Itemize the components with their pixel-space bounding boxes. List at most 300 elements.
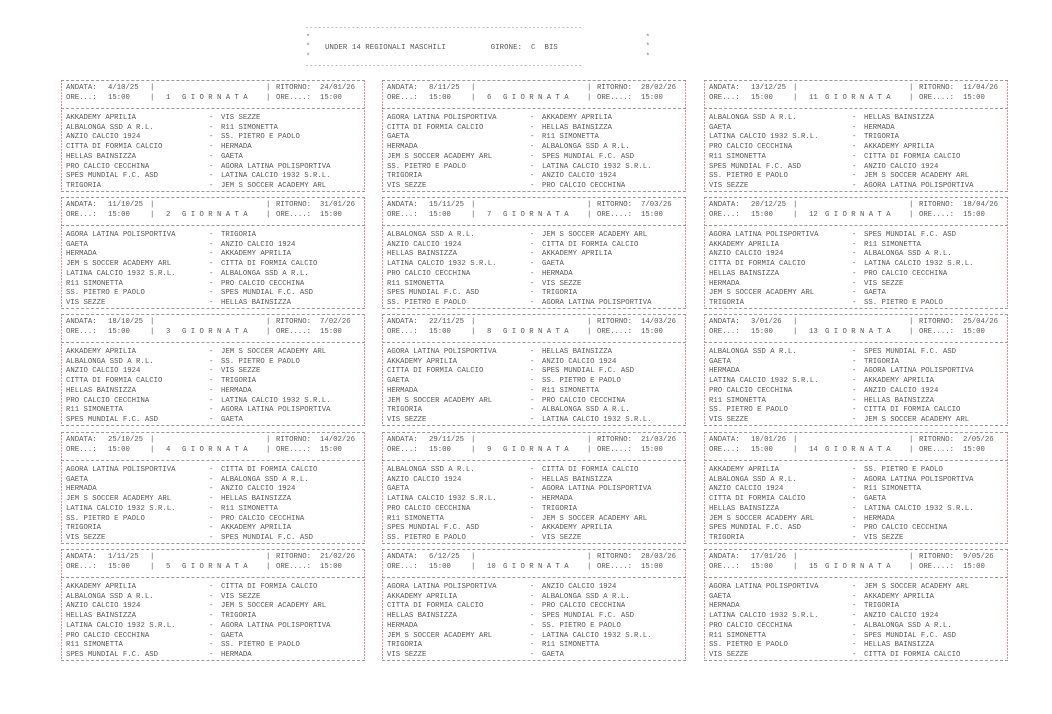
home-team: LATINA CALCIO 1932 S.R.L. (387, 495, 497, 504)
block-right-border (364, 197, 365, 309)
match-row (387, 533, 682, 543)
home-team: ALBALONGA SSD A R.L. (66, 592, 154, 601)
home-team: GAETA (66, 475, 88, 484)
ritorno-label: RITORNO: (919, 553, 955, 561)
home-team: ANZIO CALCIO 1924 (387, 475, 462, 484)
home-team: AGORA LATINA POLISPORTIVA (709, 583, 819, 591)
match-row (709, 504, 1004, 514)
match-row (387, 132, 682, 142)
home-team: SPES MUNDIAL F.C. ASD (66, 650, 158, 659)
away-team: HERMADA (221, 143, 252, 152)
giornata-block (704, 314, 1008, 426)
match-dash: - (530, 123, 535, 132)
match-dash: - (852, 524, 857, 533)
separator-pipe: | (150, 446, 155, 454)
giornata-label: G I O R N A T A (182, 328, 248, 336)
home-team: CITTA DI FORMIA CALCIO (387, 123, 484, 132)
match-dash: - (209, 348, 214, 356)
away-team: VIS SEZZE (864, 279, 904, 288)
match-dash: - (530, 250, 535, 259)
away-team: HERMADA (864, 514, 895, 523)
block-right-border (1007, 549, 1008, 661)
block-left-border (382, 432, 383, 544)
block-top-rule (61, 80, 365, 81)
match-row (66, 415, 361, 425)
separator-pipe: | (471, 563, 476, 571)
ritorno-date: 14/03/26 (641, 318, 677, 326)
separator-pipe: | (150, 328, 155, 336)
match-dash: - (530, 524, 535, 533)
andata-date: 4/10/25 (108, 84, 139, 92)
block-bottom-rule (61, 660, 365, 661)
match-row (709, 240, 1004, 250)
match-row (387, 113, 682, 123)
giornata-label: G I O R N A T A (503, 563, 569, 571)
block-left-border (382, 197, 383, 309)
separator-pipe: | (150, 553, 155, 561)
match-row (66, 152, 361, 162)
home-team: SPES MUNDIAL F.C. ASD (66, 415, 158, 424)
away-team: CITTA DI FORMIA CALCIO (864, 406, 961, 415)
match-row (66, 640, 361, 650)
home-team: AKKADEMY APRILIA (387, 357, 458, 366)
andata-label: ANDATA: (66, 318, 97, 326)
match-row (387, 396, 682, 406)
match-row (66, 494, 361, 504)
home-team: VIS SEZZE (66, 533, 106, 542)
match-dash: - (209, 466, 214, 474)
home-team: CITTA DI FORMIA CALCIO (66, 377, 163, 386)
away-team: R11 SIMONETTA (864, 240, 921, 249)
separator-pipe: | (266, 84, 271, 92)
block-bottom-rule (61, 191, 365, 192)
away-team: VIS SEZZE (221, 367, 261, 376)
match-row (66, 465, 361, 475)
away-team: JEM S SOCCER ACADEMY ARL (864, 415, 970, 424)
match-row (387, 288, 682, 298)
match-dash: - (530, 172, 535, 181)
ore-andata: 15:00 (429, 211, 451, 219)
match-dash: - (852, 650, 857, 659)
giornata-number: 7 (487, 211, 492, 219)
ore-andata: 15:00 (108, 563, 130, 571)
andata-label: ANDATA: (66, 84, 97, 92)
ritorno-label: RITORNO: (597, 436, 633, 444)
home-team: SS. PIETRO E PAOLO (709, 172, 788, 181)
block-left-border (704, 80, 705, 192)
match-dash: - (209, 386, 214, 395)
giornata-times-row (709, 562, 1004, 572)
home-team: VIS SEZZE (709, 415, 749, 424)
home-team: HERMADA (709, 602, 740, 611)
ritorno-date: 7/02/26 (320, 318, 351, 326)
block-top-rule (704, 549, 1008, 550)
match-dash: - (209, 514, 214, 523)
separator-pipe: | (471, 201, 476, 209)
match-dash: - (852, 415, 857, 424)
match-row (709, 533, 1004, 543)
away-team: ANZIO CALCIO 1924 (864, 386, 939, 395)
block-right-border (364, 80, 365, 192)
giornata-label: G I O R N A T A (503, 328, 569, 336)
away-team: GAETA (221, 415, 243, 424)
away-team: LATINA CALCIO 1932 S.R.L. (864, 504, 974, 513)
giornata-label: G I O R N A T A (503, 211, 569, 219)
block-bottom-rule (704, 425, 1008, 426)
away-team: JEM S SOCCER ACADEMY ARL (864, 172, 970, 181)
header-star: * (306, 43, 311, 51)
match-dash: - (209, 298, 214, 307)
giornata-label: G I O R N A T A (825, 563, 891, 571)
home-team: ALBALONGA SSD A R.L. (66, 123, 154, 132)
match-dash: - (209, 396, 214, 405)
match-dash: - (530, 143, 535, 152)
home-team: HERMADA (709, 367, 740, 376)
block-right-border (1007, 197, 1008, 309)
ore-andata: 15:00 (751, 328, 773, 336)
giornata-dates-row (66, 317, 361, 327)
giornata-dates-row (387, 83, 682, 93)
ore-ritorno: 15:00 (641, 328, 663, 336)
giornata-number: 1 (166, 94, 171, 102)
match-dash: - (209, 602, 214, 611)
match-dash: - (530, 279, 535, 288)
block-mid-rule (382, 342, 686, 343)
match-row (709, 582, 1004, 592)
match-dash: - (209, 231, 214, 239)
away-team: VIS SEZZE (542, 533, 582, 542)
home-team: SS. PIETRO E PAOLO (709, 641, 788, 650)
match-row (387, 162, 682, 172)
giornata-label: G I O R N A T A (182, 563, 248, 571)
away-team: PRO CALCIO CECCHINA (542, 396, 626, 405)
match-row (387, 611, 682, 621)
match-row (66, 631, 361, 641)
match-dash: - (209, 475, 214, 484)
match-row (66, 347, 361, 357)
home-team: ANZIO CALCIO 1924 (66, 367, 141, 376)
separator-pipe: | (793, 553, 798, 561)
block-top-rule (704, 432, 1008, 433)
separator-pipe: | (471, 94, 476, 102)
away-team: SPES MUNDIAL F.C. ASD (542, 612, 634, 621)
home-team: CITTA DI FORMIA CALCIO (66, 143, 163, 152)
giornata-number: 9 (487, 446, 492, 454)
separator-pipe: | (587, 94, 592, 102)
header-star: * (306, 34, 311, 42)
match-dash: - (530, 396, 535, 405)
away-team: SS. PIETRO E PAOLO (542, 377, 621, 386)
away-team: AGORA LATINA POLISPORTIVA (221, 162, 331, 171)
match-row (709, 514, 1004, 524)
giornata-times-row (709, 93, 1004, 103)
match-dash: - (209, 406, 214, 415)
separator-pipe: | (587, 436, 592, 444)
match-dash: - (530, 514, 535, 523)
match-dash: - (852, 621, 857, 630)
away-team: JEM S SOCCER ACADEMY ARL (221, 181, 327, 190)
away-team: AKKADEMY APRILIA (221, 524, 292, 533)
andata-label: ANDATA: (709, 553, 740, 561)
giornata-dates-row (66, 83, 361, 93)
block-left-border (61, 432, 62, 544)
away-team: TRIGORIA (221, 612, 257, 621)
ore-label: ORE...: (387, 328, 418, 336)
separator-pipe: | (266, 563, 271, 571)
home-team: SS. PIETRO E PAOLO (387, 533, 466, 542)
ritorno-label: RITORNO: (276, 318, 312, 326)
away-team: HERMADA (221, 650, 252, 659)
match-row (387, 592, 682, 602)
ore-andata: 15:00 (108, 211, 130, 219)
ore-label: ORE....: (919, 446, 955, 454)
away-team: SPES MUNDIAL F.C. ASD (221, 533, 313, 542)
away-team: R11 SIMONETTA (542, 386, 599, 395)
home-team: CITTA DI FORMIA CALCIO (709, 495, 806, 504)
giornata-times-row (709, 210, 1004, 220)
home-team: AGORA LATINA POLISPORTIVA (387, 583, 497, 591)
match-dash: - (852, 466, 857, 474)
match-row (387, 494, 682, 504)
match-dash: - (209, 123, 214, 132)
match-dash: - (852, 279, 857, 288)
separator-pipe: | (587, 328, 592, 336)
ritorno-label: RITORNO: (597, 553, 633, 561)
block-left-border (61, 314, 62, 426)
match-row (709, 142, 1004, 152)
andata-date: 15/11/25 (429, 201, 465, 209)
home-team: VIS SEZZE (387, 415, 427, 424)
block-left-border (704, 549, 705, 661)
giornata-dates-row (387, 317, 682, 327)
ore-label: ORE....: (597, 446, 633, 454)
match-dash: - (852, 406, 857, 415)
block-right-border (364, 432, 365, 544)
giornata-label: G I O R N A T A (503, 94, 569, 102)
block-bottom-rule (704, 660, 1008, 661)
home-team: PRO CALCIO CECCHINA (387, 269, 471, 278)
match-dash: - (852, 181, 857, 190)
ore-label: ORE....: (276, 328, 312, 336)
match-dash: - (530, 533, 535, 542)
match-dash: - (852, 602, 857, 611)
home-team: SS. PIETRO E PAOLO (66, 289, 145, 298)
block-left-border (61, 549, 62, 661)
home-team: R11 SIMONETTA (709, 396, 766, 405)
separator-pipe: | (266, 211, 271, 219)
match-dash: - (852, 377, 857, 386)
ore-ritorno: 15:00 (641, 563, 663, 571)
ritorno-date: 31/01/26 (320, 201, 356, 209)
match-dash: - (530, 495, 535, 504)
andata-date: 18/10/25 (108, 318, 144, 326)
match-dash: - (209, 504, 214, 513)
ore-andata: 15:00 (751, 563, 773, 571)
home-team: AGORA LATINA POLISPORTIVA (709, 231, 819, 239)
match-row (66, 357, 361, 367)
ore-ritorno: 15:00 (963, 563, 985, 571)
match-row (66, 650, 361, 660)
ore-label: ORE....: (597, 563, 633, 571)
match-dash: - (530, 260, 535, 269)
match-dash: - (852, 485, 857, 494)
match-row (387, 582, 682, 592)
home-team: HERMADA (66, 485, 97, 494)
ritorno-label: RITORNO: (597, 84, 633, 92)
match-row (387, 230, 682, 240)
home-team: AKKADEMY APRILIA (66, 114, 137, 122)
away-team: LATINA CALCIO 1932 S.R.L. (221, 172, 331, 181)
away-team: LATINA CALCIO 1932 S.R.L. (864, 260, 974, 269)
match-row (387, 240, 682, 250)
ritorno-label: RITORNO: (276, 84, 312, 92)
match-dash: - (530, 114, 535, 122)
ore-label: ORE...: (387, 446, 418, 454)
match-row (709, 376, 1004, 386)
block-top-rule (382, 314, 686, 315)
block-bottom-rule (61, 425, 365, 426)
andata-date: 29/11/25 (429, 436, 465, 444)
match-row (66, 298, 361, 308)
away-team: ALBALONGA SSD A R.L. (221, 475, 309, 484)
match-row (387, 249, 682, 259)
match-dash: - (530, 152, 535, 161)
ore-label: ORE....: (276, 446, 312, 454)
home-team: HELLAS BAINSIZZA (709, 504, 780, 513)
ore-label: ORE....: (276, 563, 312, 571)
match-dash: - (209, 181, 214, 190)
home-team: ANZIO CALCIO 1924 (709, 250, 784, 259)
match-dash: - (530, 231, 535, 239)
match-dash: - (530, 240, 535, 249)
ore-label: ORE...: (709, 211, 740, 219)
away-team: PRO CALCIO CECCHINA (864, 269, 948, 278)
home-team: PRO CALCIO CECCHINA (66, 396, 150, 405)
ritorno-label: RITORNO: (919, 201, 955, 209)
home-team: ALBALONGA SSD A R.L. (387, 466, 475, 474)
giornata-number: 12 (809, 211, 818, 219)
andata-label: ANDATA: (387, 201, 418, 209)
giornata-block (382, 432, 686, 544)
ore-ritorno: 15:00 (641, 211, 663, 219)
match-dash: - (209, 152, 214, 161)
block-bottom-rule (704, 543, 1008, 544)
separator-pipe: | (793, 563, 798, 571)
away-team: LATINA CALCIO 1932 S.R.L. (542, 415, 652, 424)
separator-pipe: | (909, 201, 914, 209)
block-top-rule (704, 314, 1008, 315)
match-dash: - (209, 114, 214, 122)
home-team: PRO CALCIO CECCHINA (709, 386, 793, 395)
block-right-border (685, 432, 686, 544)
giornata-times-row (66, 562, 361, 572)
giornata-number: 4 (166, 446, 171, 454)
away-team: SPES MUNDIAL F.C. ASD (221, 289, 313, 298)
away-team: AGORA LATINA POLISPORTIVA (864, 475, 974, 484)
ore-label: ORE...: (387, 94, 418, 102)
giornata-times-row (387, 562, 682, 572)
away-team: CITTA DI FORMIA CALCIO (864, 650, 961, 659)
away-team: GAETA (542, 260, 564, 269)
match-dash: - (209, 377, 214, 386)
match-row (387, 484, 682, 494)
header-stars-top: ****************************************************************** (305, 27, 583, 33)
giornata-block (382, 314, 686, 426)
block-bottom-rule (61, 543, 365, 544)
separator-pipe: | (587, 446, 592, 454)
match-row (387, 279, 682, 289)
match-row (709, 611, 1004, 621)
block-bottom-rule (382, 543, 686, 544)
home-team: TRIGORIA (66, 524, 102, 533)
block-right-border (1007, 80, 1008, 192)
block-top-rule (61, 314, 365, 315)
away-team: R11 SIMONETTA (221, 123, 278, 132)
away-team: HELLAS BAINSIZZA (542, 475, 613, 484)
separator-pipe: | (150, 563, 155, 571)
match-dash: - (209, 250, 214, 259)
match-row (66, 582, 361, 592)
match-dash: - (530, 367, 535, 376)
home-team: GAETA (709, 123, 731, 132)
header-star: * (645, 34, 650, 42)
match-row (709, 592, 1004, 602)
andata-date: 13/12/25 (751, 84, 787, 92)
home-team: JEM S SOCCER ACADEMY ARL (387, 152, 493, 161)
block-left-border (704, 197, 705, 309)
home-team: VIS SEZZE (387, 181, 427, 190)
away-team: SS. PIETRO E PAOLO (542, 621, 621, 630)
home-team: TRIGORIA (66, 181, 102, 190)
home-team: PRO CALCIO CECCHINA (66, 631, 150, 640)
away-team: AGORA LATINA POLISPORTIVA (542, 298, 652, 307)
ore-label: ORE...: (709, 446, 740, 454)
away-team: PRO CALCIO CECCHINA (542, 181, 626, 190)
match-dash: - (530, 631, 535, 640)
match-row (709, 288, 1004, 298)
match-dash: - (530, 592, 535, 601)
block-mid-rule (61, 577, 365, 578)
match-dash: - (852, 162, 857, 171)
match-dash: - (530, 386, 535, 395)
match-row (387, 269, 682, 279)
home-team: GAETA (387, 485, 409, 494)
match-dash: - (530, 357, 535, 366)
match-dash: - (852, 612, 857, 621)
match-row (387, 631, 682, 641)
giornata-label: G I O R N A T A (825, 446, 891, 454)
ore-andata: 15:00 (429, 328, 451, 336)
home-team: CITTA DI FORMIA CALCIO (387, 602, 484, 611)
header-stars-bottom: ****************************************************************** (305, 65, 583, 71)
match-row (387, 465, 682, 475)
separator-pipe: | (150, 211, 155, 219)
match-dash: - (209, 162, 214, 171)
ritorno-label: RITORNO: (597, 201, 633, 209)
home-team: JEM S SOCCER ACADEMY ARL (387, 396, 493, 405)
giornata-block (704, 197, 1008, 309)
away-team: GAETA (542, 650, 564, 659)
ore-label: ORE...: (66, 328, 97, 336)
match-row (66, 484, 361, 494)
giornata-number: 8 (487, 328, 492, 336)
match-dash: - (852, 269, 857, 278)
giornata-block (704, 549, 1008, 661)
match-row (387, 171, 682, 181)
match-row (66, 405, 361, 415)
away-team: PRO CALCIO CECCHINA (542, 602, 626, 611)
separator-pipe: | (909, 211, 914, 219)
